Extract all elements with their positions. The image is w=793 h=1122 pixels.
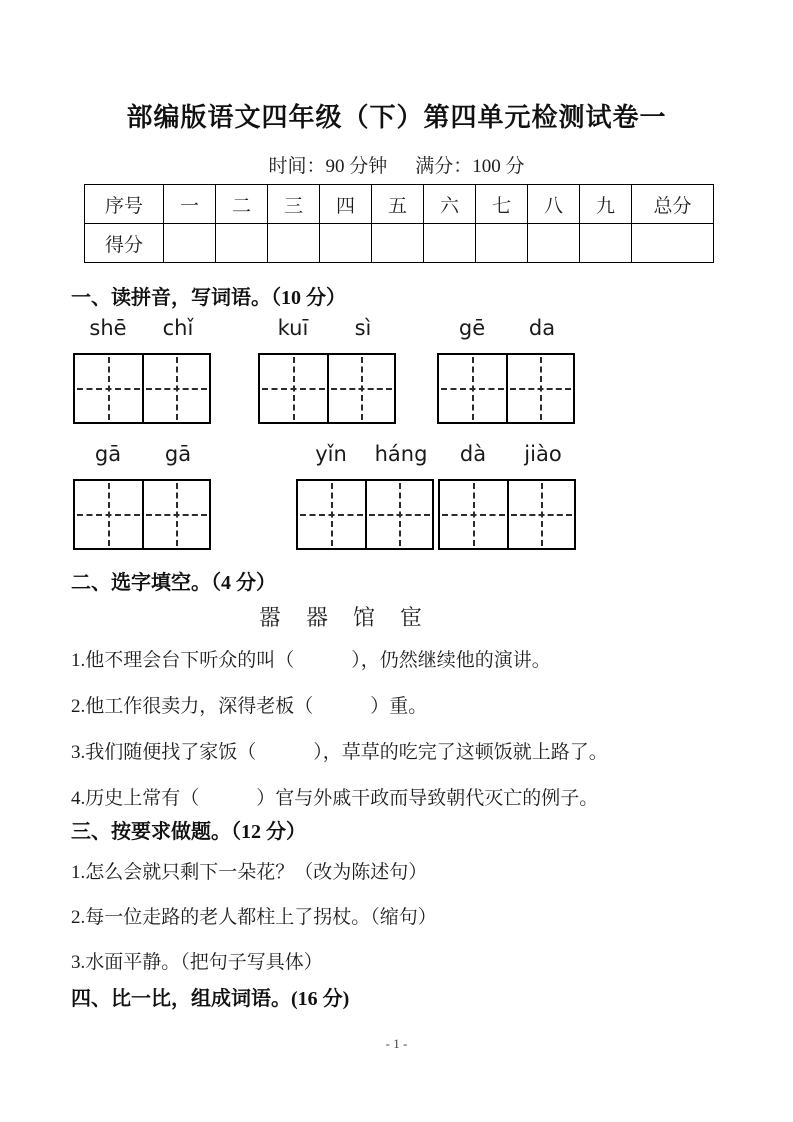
writing-grid-group: [437, 316, 577, 424]
score-table-header-row: [85, 185, 714, 224]
score-cell-empty: [580, 224, 632, 263]
writing-grid-group: [438, 442, 578, 550]
choice-character: 器: [306, 605, 329, 630]
pinyin-syllable: gā: [164, 442, 192, 466]
section2-heading: 二、选字填空。（4 分）: [71, 572, 276, 594]
score-cell-empty: [372, 224, 424, 263]
page-number: - 1 -: [385, 1036, 408, 1051]
score-cell-empty: [164, 224, 216, 263]
time-label: 时间：90 分钟: [268, 156, 388, 177]
pinyin-syllable: yǐn: [315, 442, 347, 466]
writing-cell: [298, 481, 365, 548]
full-score-label: 满分：100 分: [415, 156, 525, 177]
section3-heading: 三、按要求做题。（12 分）: [71, 821, 306, 843]
pinyin-syllable: dà: [459, 442, 487, 466]
section3-item-3: 3.水面平静。（把句子写具体）: [71, 952, 323, 973]
pinyin-label-row: [296, 442, 436, 466]
pinyin-syllable: da: [528, 316, 556, 340]
writing-cell: [142, 481, 209, 548]
tianzige-grid: [437, 353, 575, 424]
score-cell-empty: [320, 224, 372, 263]
score-cell-empty: [528, 224, 580, 263]
tianzige-grid: [73, 353, 211, 424]
section2-item-3: 3.我们随便找了家饭（ ），草草的吃完了这顿饭就上路了。: [71, 742, 608, 763]
pinyin-label-row: [438, 442, 578, 466]
score-cell-empty: [216, 224, 268, 263]
writing-cell: [75, 355, 142, 422]
header-cell-5: 五: [372, 185, 424, 224]
score-cell-empty: [476, 224, 528, 263]
pinyin-label-row: [73, 442, 213, 466]
section3-item-1: 1.怎么会就只剩下一朵花？（改为陈述句）: [71, 862, 428, 883]
section2-item-4: 4.历史上常有（ ）官与外戚干政而导致朝代灭亡的例子。: [71, 788, 599, 809]
writing-cell: [506, 355, 573, 422]
score-cell-empty: [424, 224, 476, 263]
writing-cell: [507, 481, 574, 548]
score-table: [84, 184, 714, 263]
pinyin-syllable: shē: [89, 316, 127, 340]
pinyin-syllable: kuī: [277, 316, 309, 340]
pinyin-syllable: chǐ: [162, 316, 194, 340]
writing-cell: [440, 481, 507, 548]
pinyin-syllable: jiào: [524, 442, 562, 466]
writing-grid-group: [296, 442, 436, 550]
pinyin-syllable: gē: [458, 316, 486, 340]
writing-cell: [260, 355, 327, 422]
header-cell-2: 二: [216, 185, 268, 224]
writing-cell: [75, 481, 142, 548]
writing-grid-group: [258, 316, 398, 424]
writing-grid-group: [73, 316, 213, 424]
score-cell-empty: [268, 224, 320, 263]
tianzige-grid: [438, 479, 576, 550]
header-cell-xuhao: 序号: [85, 185, 164, 224]
pinyin-label-row: [258, 316, 398, 340]
tianzige-grid: [296, 479, 434, 550]
header-cell-3: 三: [268, 185, 320, 224]
header-cell-4: 四: [320, 185, 372, 224]
writing-cell: [365, 481, 432, 548]
section3-item-2: 2.每一位走路的老人都柱上了拐杖。（缩句）: [71, 907, 437, 928]
paper-meta: [0, 151, 793, 178]
writing-cell: [439, 355, 506, 422]
pinyin-label-row: [437, 316, 577, 340]
choice-character: 嚣: [259, 605, 282, 630]
section2-item-1: 1.他不理会台下听众的叫（ ），仍然继续他的演讲。: [71, 650, 551, 671]
header-cell-9: 九: [580, 185, 632, 224]
section4-heading: 四、比一比，组成词语。(16 分): [71, 988, 350, 1010]
writing-grid-group: [73, 442, 213, 550]
pinyin-syllable: gā: [94, 442, 122, 466]
choice-character: 馆: [353, 605, 376, 630]
tianzige-grid: [73, 479, 211, 550]
score-cell-empty: [632, 224, 714, 263]
choice-character: 宦: [400, 605, 423, 630]
header-cell-total: 总分: [632, 185, 714, 224]
header-cell-8: 八: [528, 185, 580, 224]
score-label-cell: 得分: [85, 224, 164, 263]
header-cell-6: 六: [424, 185, 476, 224]
header-cell-1: 一: [164, 185, 216, 224]
score-table-score-row: [85, 224, 714, 263]
section1-heading: 一、读拼音，写词语。（10 分）: [71, 287, 346, 309]
writing-cell: [327, 355, 394, 422]
writing-cell: [142, 355, 209, 422]
pinyin-label-row: [73, 316, 213, 340]
page-title: 部编版语文四年级（下）第四单元检测试卷一: [126, 103, 667, 132]
section2-item-2: 2.他工作很卖力，深得老板（ ）重。: [71, 696, 428, 717]
pinyin-syllable: sì: [354, 316, 372, 340]
tianzige-grid: [258, 353, 396, 424]
header-cell-7: 七: [476, 185, 528, 224]
pinyin-syllable: háng: [374, 442, 428, 466]
character-choices: [259, 601, 422, 632]
